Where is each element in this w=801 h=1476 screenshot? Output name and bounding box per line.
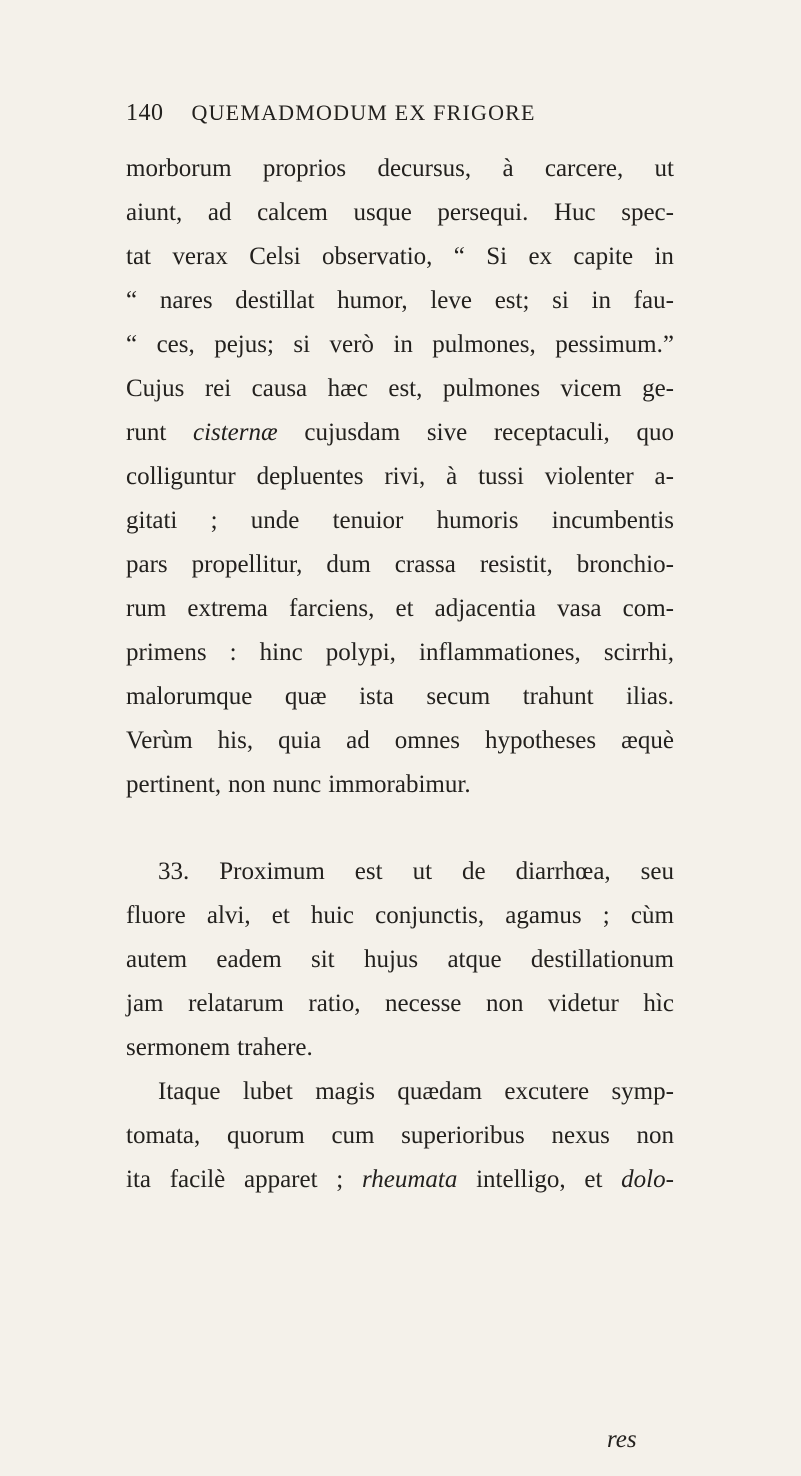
text-line: Itaque lubet magis quædam excutere symp- [158,1078,674,1105]
text-line: “ ces, pejus; si verò in pulmones, pessimum.” [126,331,674,358]
text-line: tat verax Celsi observatio, “ Si ex capite in [126,243,674,270]
text-line: fluore alvi, et huic conjunctis, agamus ; cùm [126,902,674,929]
text-line: pars propellitur, dum crassa resistit, bronchio- [126,551,674,578]
text-line: morborum proprios decursus, à carcere, ut [126,155,674,182]
text-line: autem eadem sit hujus atque destillationum [126,946,674,973]
text-line: “ nares destillat humor, leve est; si in fau- [126,287,674,314]
text-line: pertinent, non nunc immorabimur. [126,771,471,798]
running-title: QUEMADMODUM EX FRIGORE [191,100,536,125]
text-line: sermonem trahere. [126,1034,313,1061]
text-line: runt cisternæ cujusdam sive receptaculi, quo [126,419,674,446]
text-line: colliguntur depluentes rivi, à tussi violenter a- [126,463,674,490]
text-line: tomata, quorum cum superioribus nexus non [126,1122,674,1149]
running-header [126,100,686,136]
text-line: ita facilè apparet ; rheumata intelligo, et dolo- [126,1166,674,1193]
text-line: primens : hinc polypi, inflammationes, scirrhi, [126,639,674,666]
catchword: res [607,1426,637,1453]
text-line: aiunt, ad calcem usque persequi. Huc spec- [126,199,674,226]
text-line: jam relatarum ratio, necesse non videtur hìc [126,990,674,1017]
page-number: 140 [126,100,164,126]
body-text [126,147,674,1202]
text-line: Verùm his, quia ad omnes hypotheses æquè [126,727,674,754]
text-line: gitati ; unde tenuior humoris incumbentis [126,507,674,534]
paragraph-gap [126,807,674,850]
text-line: malorumque quæ ista secum trahunt ilias. [126,683,674,710]
text-line: Cujus rei causa hæc est, pulmones vicem ge- [126,375,674,402]
text-line: 33. Proximum est ut de diarrhœa, seu [158,858,674,885]
text-line: rum extrema farciens, et adjacentia vasa com- [126,595,674,622]
